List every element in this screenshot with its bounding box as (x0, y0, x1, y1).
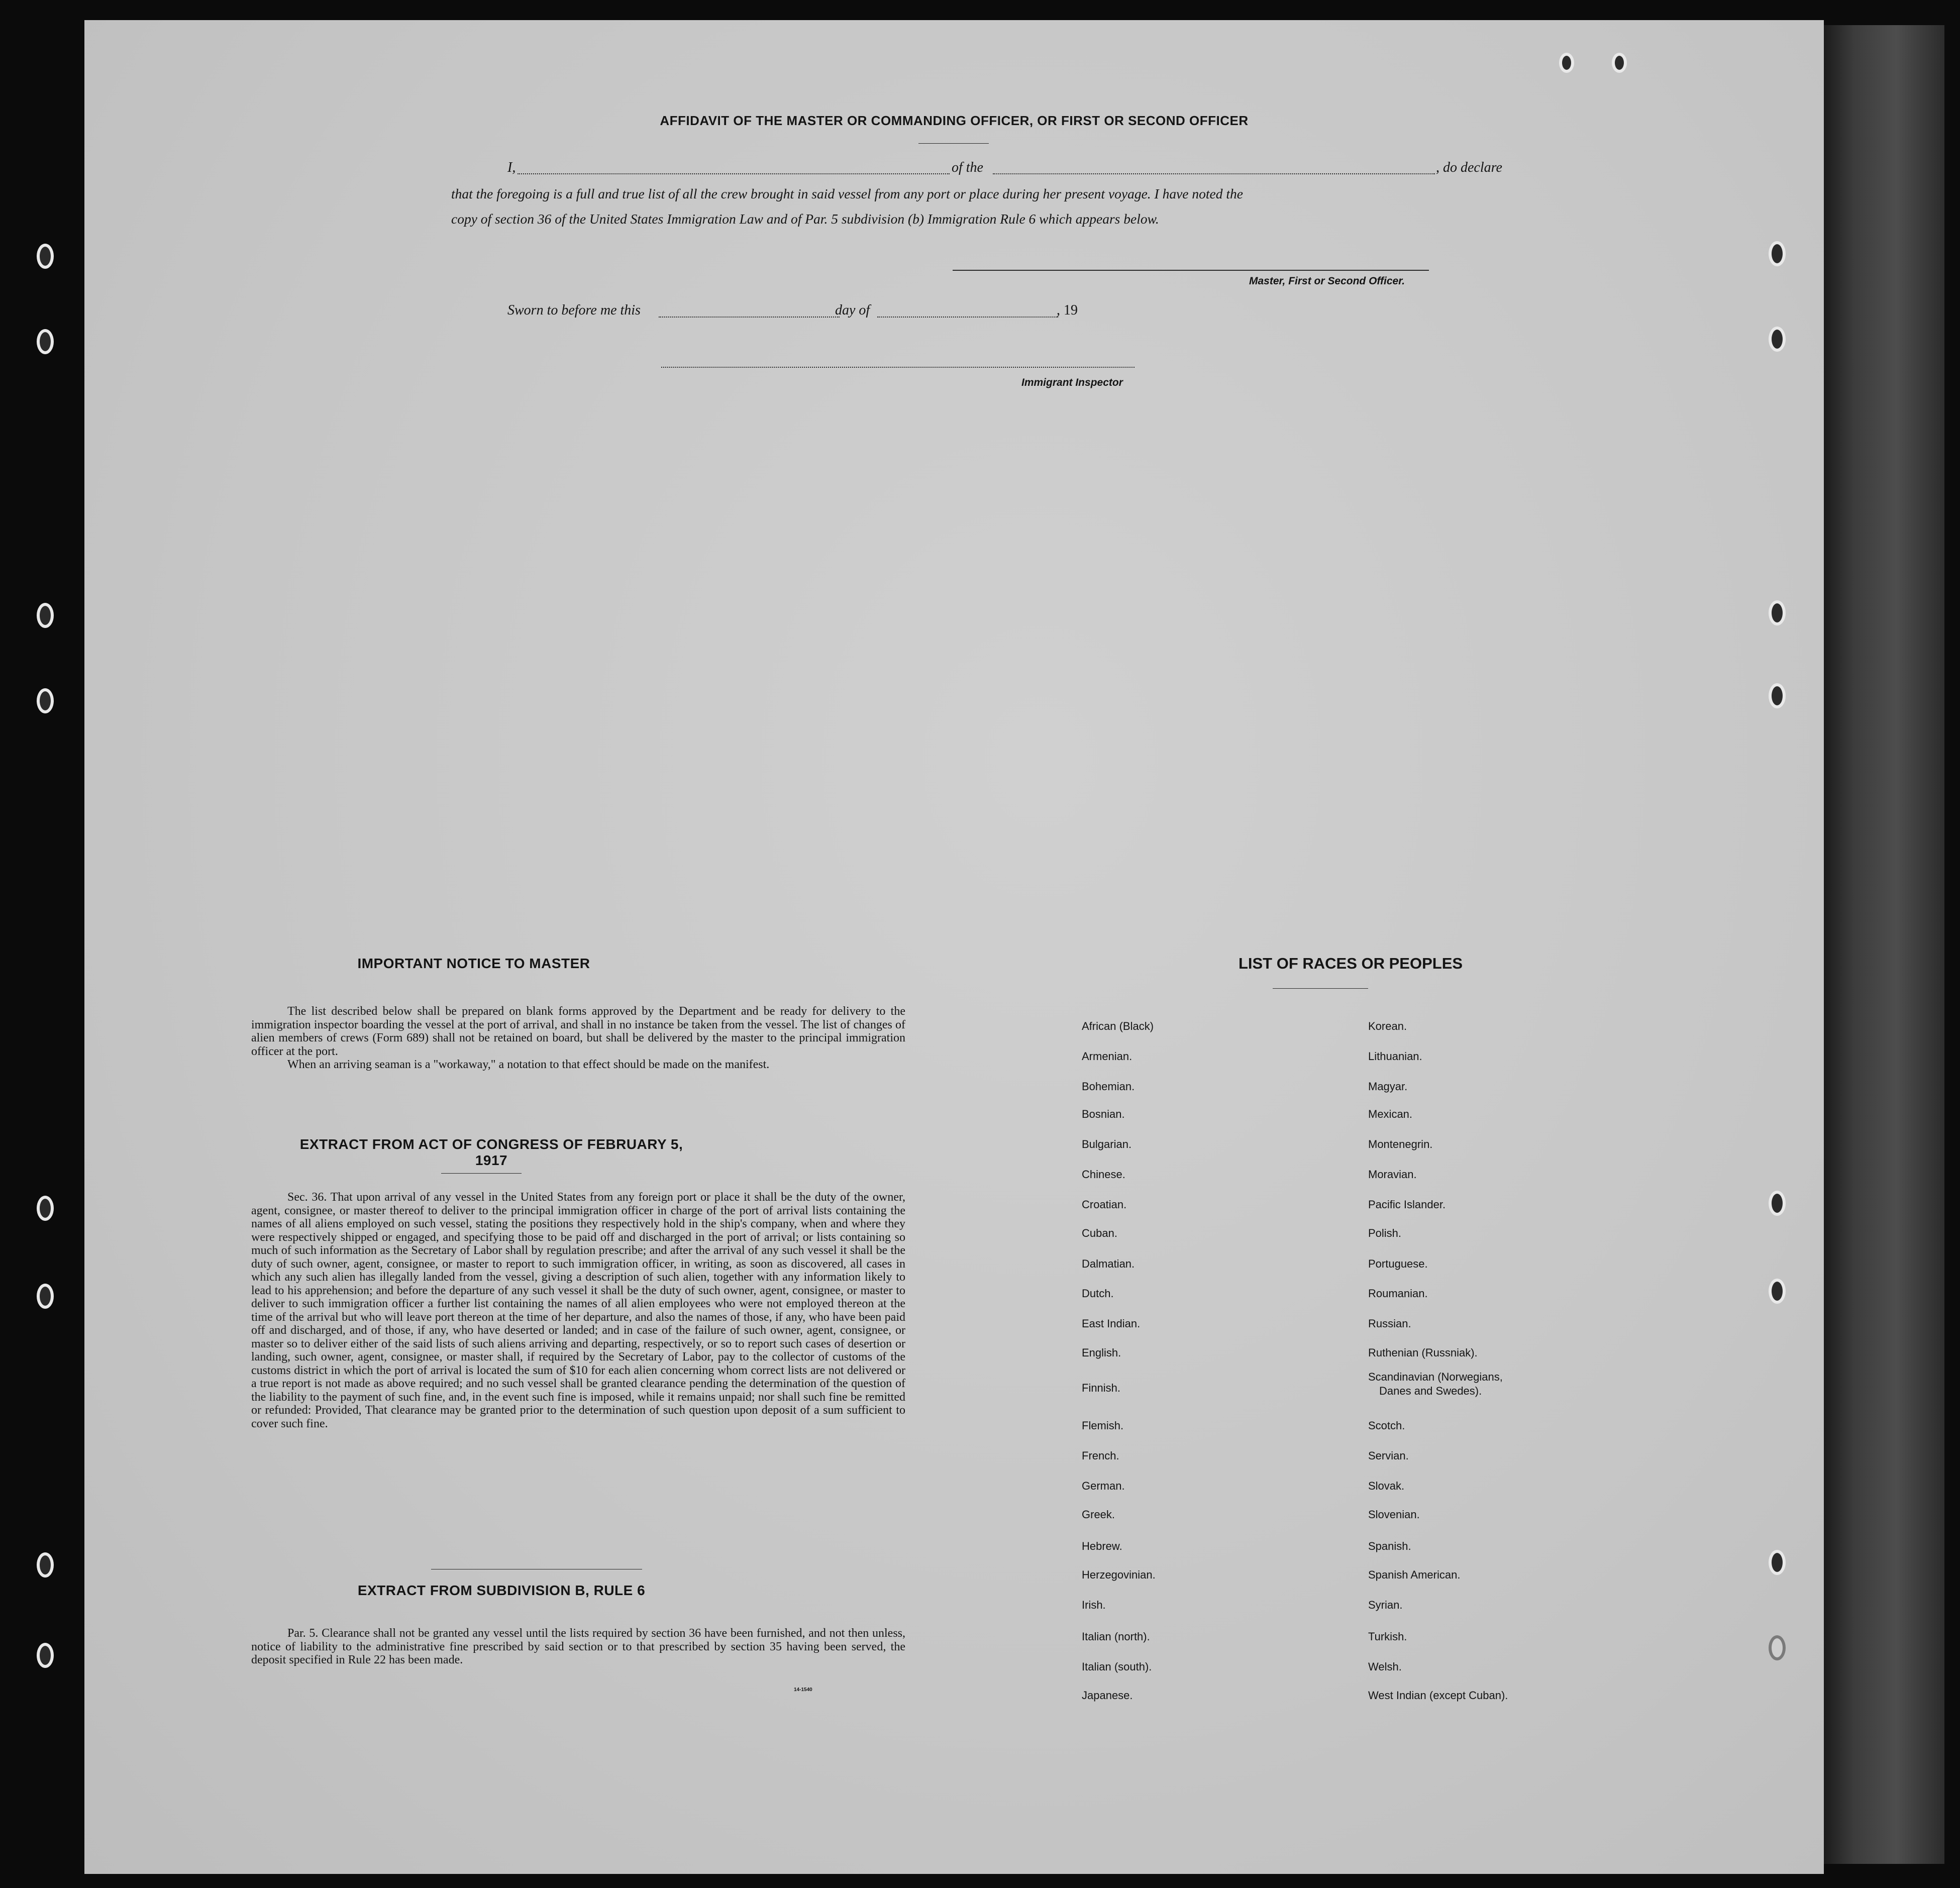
affidavit-line3: copy of section 36 of the United States Immigration Law and of Par. 5 subdivision (b) Immigration Rule 6 which appears below. (451, 211, 1159, 227)
act-extract-title: EXTRACT FROM ACT OF CONGRESS OF FEBRUARY 5, 1917 (299, 1136, 683, 1168)
notice-body (251, 1005, 905, 1072)
race-item: Irish. (1082, 1599, 1106, 1611)
document-page (84, 20, 1824, 1874)
name-blank-line (518, 173, 950, 174)
race-item: Slovak. (1368, 1480, 1405, 1492)
punch-hole-icon (37, 244, 54, 269)
punch-hole-icon (1769, 1550, 1786, 1575)
race-item: Armenian. (1082, 1050, 1132, 1063)
punch-hole-icon (37, 329, 54, 354)
race-item: Moravian. (1368, 1168, 1417, 1181)
races-title: LIST OF RACES OR PEOPLES (1238, 955, 1463, 972)
act-section-36: Sec. 36. That upon arrival of any vessel in the United States from any foreign port or place it shall be the duty of the owner, agent, consignee, or master thereof to deliver to the principal immigration officer in charge of the port of arrival lists containing the names of all aliens employed on such vessel, stating the positions they respectively hold in the ship's company, when and where they were respectively shipped or engaged, and specifying those to be paid off and discharged in the port of arrival; or lists containing so much of such information as the Secretary of Labor shall by regulation prescribe; and after the arrival of any such vessel it shall be the duty of such owner, agent, consignee, or master to report to such immigration officer, in writing, as soon as discovered, all cases in which any such alien has illegally landed from the vessel, giving a description of such alien, together with any information likely to lead to his apprehension; and before the departure of any such vessel it shall be the duty of such owner, agent, consignee, or master to deliver to such immigration officer a further list containing the names of all alien employees who were not employed thereon at the time of the arrival but who will leave port thereon at the time of her departure, and also the names of those, if any, who have been paid off and discharged, and of those, if any, who have deserted or landed; and in case of the failure of such owner, agent, consignee, or master so to deliver either of the said lists of such aliens arriving and departing, respectively, or so to report such cases of desertion or landing, such owner, agent, consignee, or master shall, if required by the Secretary of Labor, pay to the collector of customs of the customs district in which the port of arrival is located the sum of $10 for each alien concerning whom correct lists are not delivered or a true report is not made as above required; and no such vessel shall be granted clearance pending the determination of the question of the liability to the payment of such fine, and, in the event such fine is imposed, while it remains unpaid; nor shall such fine be remitted or refunded: Provided, That clearance may be granted prior to the determination of such question upon deposit of a sum sufficient to cover such fine. (251, 1191, 905, 1430)
race-item: African (Black) (1082, 1020, 1154, 1032)
race-item: Finnish. (1082, 1382, 1121, 1394)
race-item: Slovenian. (1368, 1508, 1420, 1521)
inspector-caption: Immigrant Inspector (1021, 377, 1123, 388)
races-right-column (1368, 20, 1629, 1728)
race-item: Dutch. (1082, 1287, 1114, 1300)
punch-hole-icon (37, 1552, 54, 1578)
race-item: Bulgarian. (1082, 1138, 1132, 1150)
race-item: Magyar. (1368, 1080, 1408, 1093)
form-number: 14-1540 (794, 1687, 812, 1693)
race-item: Spanish. (1368, 1540, 1411, 1552)
adjacent-page-edge (1824, 25, 1944, 1864)
races-left-column (1082, 20, 1333, 1728)
race-item: Bosnian. (1082, 1108, 1125, 1120)
race-item: Portuguese. (1368, 1257, 1428, 1270)
race-item: Welsh. (1368, 1660, 1402, 1673)
punch-hole-icon (1769, 1191, 1786, 1216)
race-item: Scandinavian (Norwegians, (1368, 1371, 1503, 1383)
day-blank-line (659, 317, 840, 318)
rule-extract-body (251, 1627, 905, 1667)
race-item: Russian. (1368, 1317, 1411, 1330)
race-item: Italian (south). (1082, 1660, 1152, 1673)
punch-hole-icon (1769, 241, 1786, 266)
race-item: Scotch. (1368, 1419, 1405, 1432)
race-item: Croatian. (1082, 1198, 1127, 1211)
race-item: Roumanian. (1368, 1287, 1428, 1300)
race-item: Hebrew. (1082, 1540, 1122, 1552)
race-item: French. (1082, 1449, 1119, 1462)
race-item: Korean. (1368, 1020, 1407, 1032)
punch-hole-icon (1769, 1279, 1786, 1304)
act-divider (441, 1173, 522, 1174)
rule-par-5: Par. 5. Clearance shall not be granted any vessel until the lists required by section 36 have been furnished, and not then unless, notice of liability to the administrative fine prescribed by said section or to that prescribed by section 35 having been served, the deposit specified in Rule 22 has been made. (251, 1627, 905, 1666)
race-item: Flemish. (1082, 1419, 1124, 1432)
affidavit-declare: , do declare (1436, 160, 1502, 175)
day-of-text: day of (835, 302, 870, 318)
race-item: Mexican. (1368, 1108, 1413, 1120)
race-item: Herzegovinian. (1082, 1568, 1156, 1581)
race-item: East Indian. (1082, 1317, 1141, 1330)
race-item: Cuban. (1082, 1227, 1117, 1239)
master-caption: Master, First or Second Officer. (1249, 275, 1405, 287)
punch-hole-icon (1769, 1635, 1786, 1660)
rule-extract-title: EXTRACT FROM SUBDIVISION B, RULE 6 (357, 1583, 646, 1598)
race-item: Dalmatian. (1082, 1257, 1135, 1270)
sworn-text: Sworn to before me this (507, 302, 641, 318)
affidavit-i: I, (507, 160, 516, 175)
punch-hole-icon (37, 688, 54, 713)
punch-hole-icon (37, 603, 54, 628)
race-item: Greek. (1082, 1508, 1115, 1521)
punch-hole-icon (1769, 600, 1786, 625)
race-item: Chinese. (1082, 1168, 1125, 1181)
month-blank-line (877, 317, 1058, 318)
year-text: , 19 (1057, 302, 1078, 318)
race-item: Turkish. (1368, 1630, 1407, 1643)
race-item: West Indian (except Cuban). (1368, 1689, 1508, 1702)
race-item: Montenegrin. (1368, 1138, 1433, 1150)
race-item: English. (1082, 1346, 1121, 1359)
race-item: Pacific Islander. (1368, 1198, 1446, 1211)
race-item: German. (1082, 1480, 1125, 1492)
act-extract-body (251, 1191, 905, 1430)
notice-title: IMPORTANT NOTICE TO MASTER (357, 956, 590, 971)
title-divider (918, 143, 989, 144)
punch-hole-icon (1769, 683, 1786, 708)
race-item: Syrian. (1368, 1599, 1403, 1611)
race-item: Lithuanian. (1368, 1050, 1422, 1063)
race-item-continuation: Danes and Swedes). (1379, 1385, 1482, 1397)
race-item: Ruthenian (Russniak). (1368, 1346, 1478, 1359)
punch-hole-icon (37, 1196, 54, 1221)
punch-hole-icon (37, 1643, 54, 1668)
race-item: Spanish American. (1368, 1568, 1461, 1581)
punch-hole-icon (1769, 327, 1786, 352)
affidavit-of-the: of the (952, 160, 983, 175)
race-item: Bohemian. (1082, 1080, 1135, 1093)
notice-paragraph: The list described below shall be prepared on blank forms approved by the Department and be ready for delivery to the immigration inspector boarding the vessel at the port of arrival, and shall in no instance be taken from the vessel. The list of changes of alien members of crews (Form 689) shall not be retained on board, but shall be delivered by the master to the principal immigration officer at the port. (251, 1005, 905, 1058)
punch-hole-icon (37, 1284, 54, 1309)
affidavit-title: AFFIDAVIT OF THE MASTER OR COMMANDING OFFICER, OR FIRST OR SECOND OFFICER (660, 113, 1249, 128)
race-item: Italian (north). (1082, 1630, 1150, 1643)
race-item: Polish. (1368, 1227, 1402, 1239)
notice-paragraph: When an arriving seaman is a "workaway," a notation to that effect should be made on the manifest. (287, 1058, 770, 1071)
inspector-signature-line (661, 367, 1134, 368)
affidavit-line2: that the foregoing is a full and true list of all the crew brought in said vessel from any port or place during her present voyage. I have noted the (451, 186, 1243, 201)
race-item: Servian. (1368, 1449, 1409, 1462)
race-item: Japanese. (1082, 1689, 1133, 1702)
